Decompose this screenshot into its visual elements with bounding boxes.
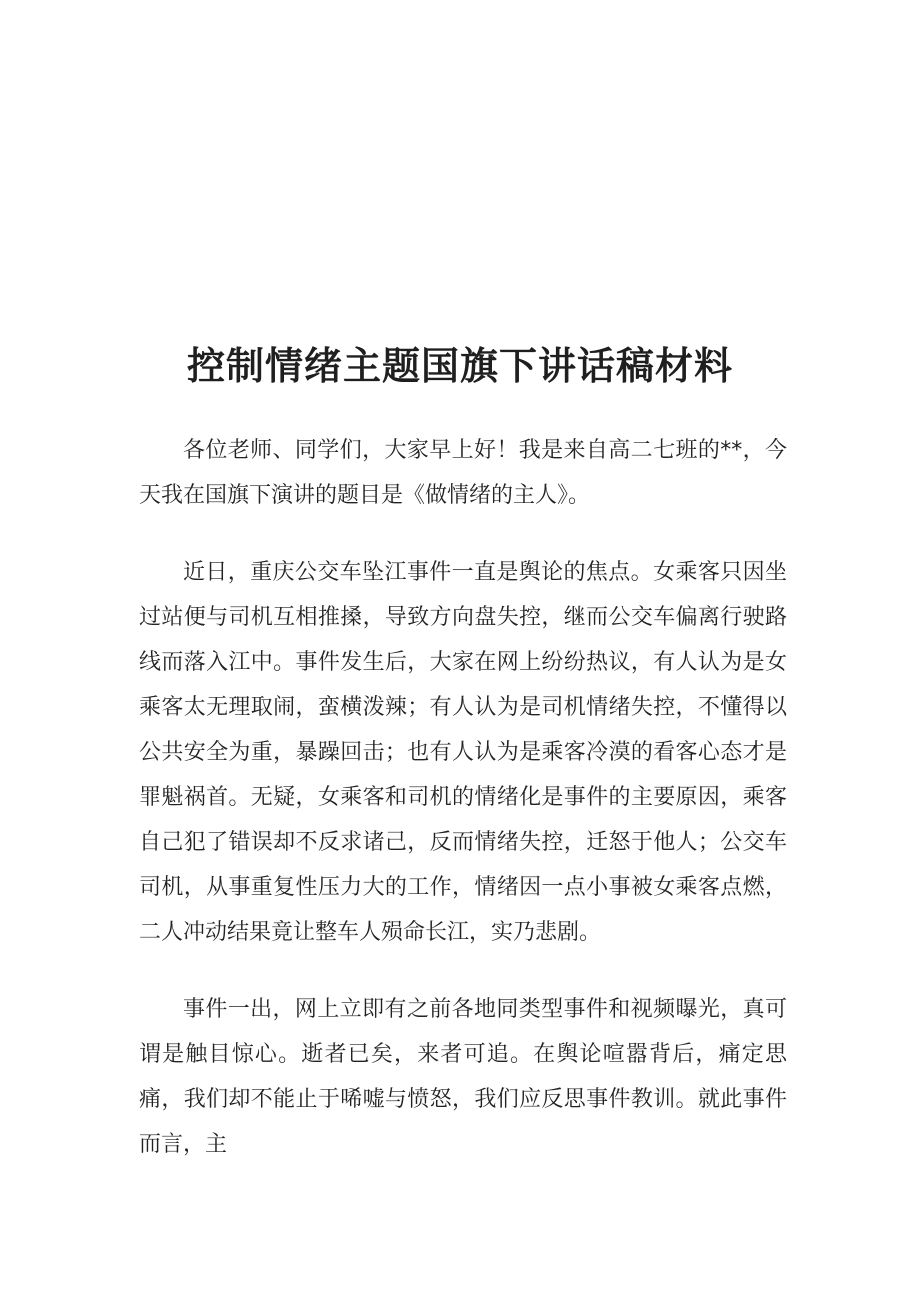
- paragraph-incident: 近日，重庆公交车坠江事件一直是舆论的焦点。女乘客只因坐过站便与司机互相推搡，导致方向盘失控，继而公交车偏离行驶路线而落入江中。事件发生后，大家在网上纷纷热议，有人认为是女乘客太无理取闹，蛮横泼辣；有人认为是司机情绪失控，不懂得以公共安全为重，暴躁回击；也有人认为是乘客冷漠的看客心态才是罪魁祸首。无疑，女乘客和司机的情绪化是事件的主要原因，乘客自己犯了错误却不反求诸己，反而情绪失控，迁怒于他人；公交车司机，从事重复性压力大的工作，情绪因一点小事被女乘客点燃，二人冲动结果竟让整车人殒命长江，实乃悲剧。: [139, 560, 787, 945]
- document-body: [139, 428, 787, 1199]
- paragraph-reflection: 事件一出，网上立即有之前各地同类型事件和视频曝光，真可谓是触目惊心。逝者已矣，来者可追。在舆论喧嚣背后，痛定思痛，我们却不能止于唏嘘与愤怒，我们应反思事件教训。就此事件而言，主: [139, 997, 787, 1157]
- paragraph-greeting: 各位老师、同学们，大家早上好！我是来自高二七班的**，今天我在国旗下演讲的题目是《做情绪的主人》。: [139, 438, 787, 508]
- document-title: 控制情绪主题国旗下讲话稿材料: [186, 344, 733, 388]
